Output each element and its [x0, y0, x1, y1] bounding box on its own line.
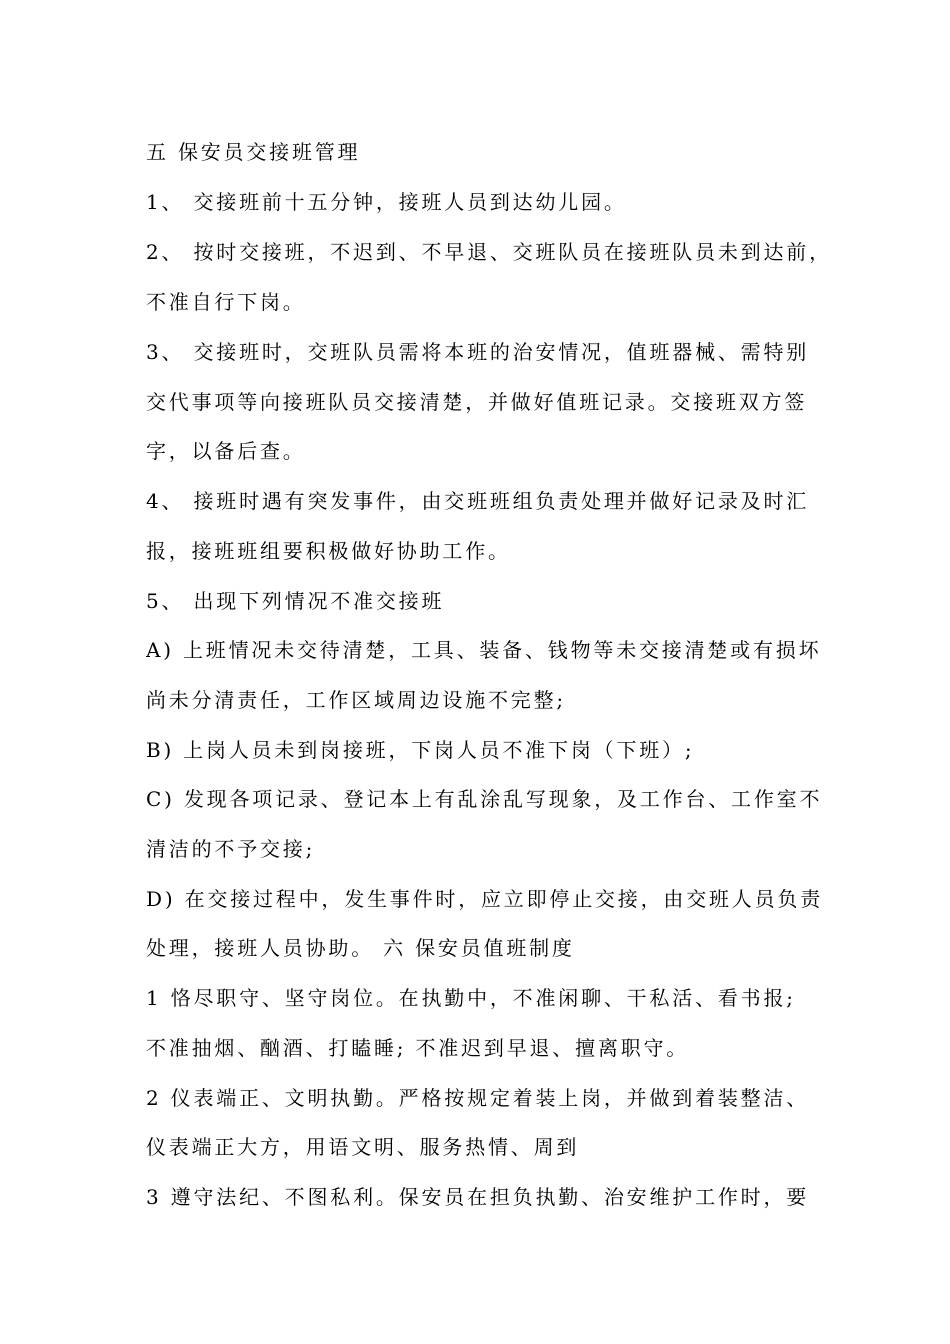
- text-line: 报，接班班组要积极做好协助工作。: [146, 539, 511, 563]
- text-line: 1、 交接班前十五分钟，接班人员到达幼儿园。: [146, 190, 627, 214]
- text-line: 交代事项等向接班队员交接清楚，并做好值班记录。交接班双方签: [146, 390, 808, 414]
- text-line: 不准抽烟、酗酒、打瞌睡; 不准迟到早退、擅离职守。: [146, 1036, 690, 1060]
- text-line: B) 上岗人员未到岗接班，下岗人员不准下岗（下班）;: [146, 738, 695, 762]
- text-line: 1 恪尽职守、坚守岗位。在执勤中，不准闲聊、干私活、看书报;: [146, 986, 796, 1010]
- text-line: D) 在交接过程中，发生事件时，应立即停止交接，由交班人员负责: [146, 887, 823, 911]
- text-line: 5、 出现下列情况不准交接班: [146, 589, 445, 613]
- text-line: 字，以备后查。: [146, 439, 306, 463]
- text-line: C) 发现各项记录、登记本上有乱涂乱写现象，及工作台、工作室不: [146, 787, 823, 811]
- text-line: 3 遵守法纪、不图私利。保安员在担负执勤、治安维护工作时，要: [146, 1185, 810, 1209]
- text-line: A) 上班情况未交待清楚，工具、装备、钱物等未交接清楚或有损坏: [146, 638, 822, 662]
- text-line: 处理，接班人员协助。 六 保安员值班制度: [146, 936, 575, 960]
- text-line: 清洁的不予交接;: [146, 837, 316, 861]
- text-line: 不准自行下岗。: [146, 290, 306, 314]
- text-line: 2、 按时交接班，不迟到、不早退、交班队员在接班队员未到达前，: [146, 240, 832, 264]
- text-line: 2 仪表端正、文明执勤。严格按规定着装上岗，并做到着装整洁、: [146, 1086, 810, 1110]
- section-heading-5: 五 保安员交接班管理: [146, 140, 361, 164]
- text-line: 尚未分清责任，工作区域周边设施不完整;: [146, 688, 566, 712]
- text-line: 仪表端正大方，用语文明、服务热情、周到: [146, 1135, 580, 1159]
- text-line: 4、 接班时遇有突发事件，由交班班组负责处理并做好记录及时汇: [146, 489, 810, 513]
- text-line: 3、 交接班时，交班队员需将本班的治安情况，值班器械、需特别: [146, 340, 810, 364]
